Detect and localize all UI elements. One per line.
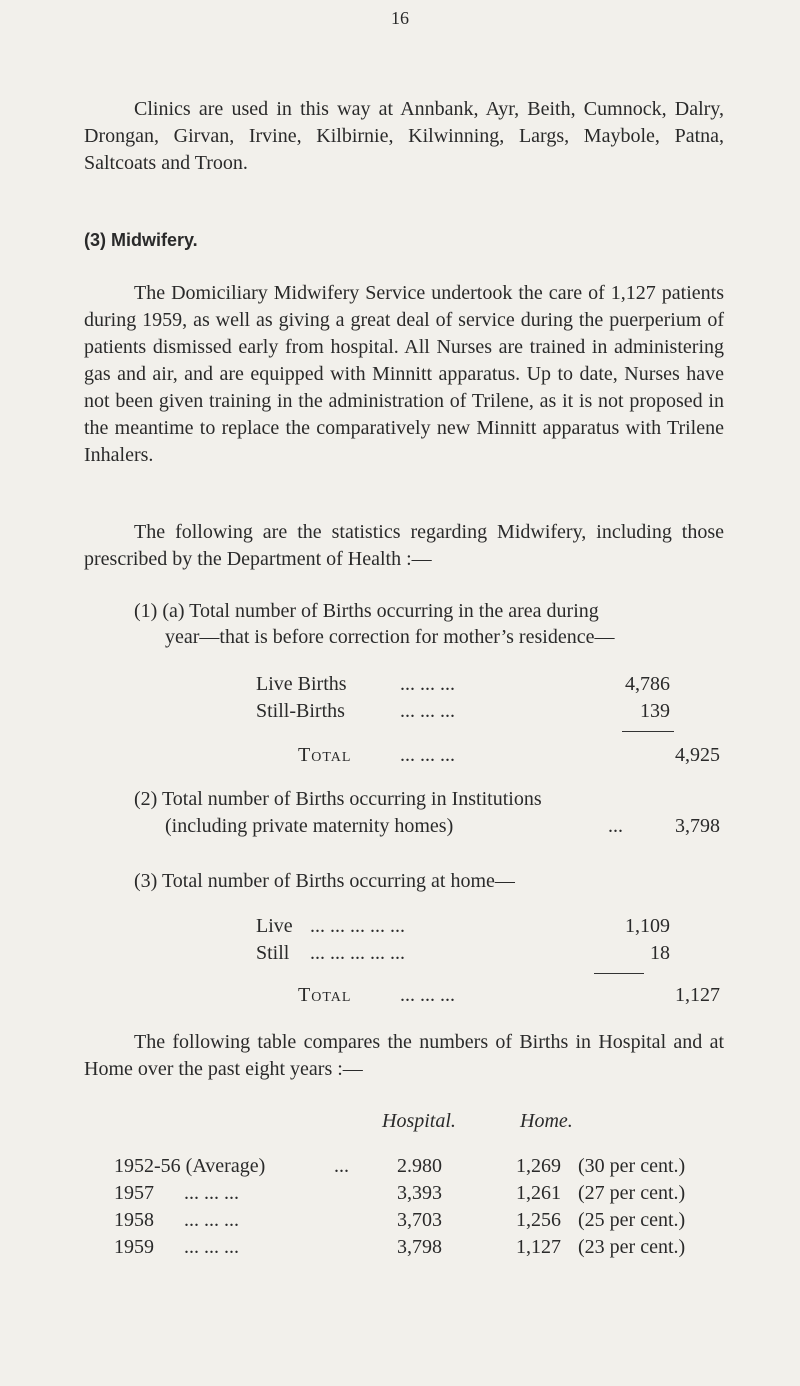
item1-sum-rule — [622, 731, 674, 732]
row-dots: ... ... ... — [184, 1236, 239, 1258]
row-year: 1957 — [114, 1182, 154, 1204]
row-home: 1,261 — [516, 1182, 561, 1204]
table-header-home: Home. — [520, 1110, 573, 1132]
item1-total-label: Total — [298, 744, 352, 766]
item1-total-dots: ... ... ... — [400, 744, 455, 766]
row-percent: (27 per cent.) — [578, 1182, 686, 1204]
midwifery-paragraph: The Domiciliary Midwifery Service undertook the care of 1,127 patients during 1959, as well as giving a great deal of service during the puerperium of patients dismissed early from hospital. All Nurses are trained in administering gas and air, and are equipped with Minnitt apparatus. Up to date, Nurses have not been given training in the administration of Trilene, as it is not proposed in the meantime to replace the comparatively new Minnitt apparatus with Trilene Inhalers. — [84, 282, 724, 466]
row-home: 1,127 — [516, 1236, 561, 1258]
row-home: 1,256 — [516, 1209, 561, 1231]
row-hospital: 3,703 — [397, 1209, 442, 1231]
statistics-intro: The following are the statistics regarding Midwifery, including those prescribed by the Department of Health :— — [84, 521, 724, 570]
row-year: 1958 — [114, 1209, 154, 1231]
item3-still-dots: ... ... ... ... ... — [310, 942, 405, 964]
item1-text-line2: year—that is before correction for mother’s residence— — [165, 626, 615, 648]
item1-live-value: 4,786 — [625, 673, 670, 695]
row-home: 1,269 — [516, 1155, 561, 1177]
comparison-paragraph: The following table compares the numbers of Births in Hospital and at Home over the past eight years :— — [84, 1031, 724, 1080]
item3-still-value: 18 — [650, 942, 670, 964]
item3-total-label: Total — [298, 984, 352, 1006]
row-dots: ... — [334, 1155, 349, 1177]
page-number: 16 — [391, 8, 409, 28]
row-hospital: 3,393 — [397, 1182, 442, 1204]
item1-still-value: 139 — [640, 700, 670, 722]
item2-value: 3,798 — [675, 815, 720, 837]
item3-sum-rule — [594, 973, 644, 974]
item1-text-line1: (1) (a) Total number of Births occurring in the area during — [134, 600, 599, 622]
row-year: 1952-56 (Average) — [114, 1155, 266, 1177]
row-dots: ... ... ... — [184, 1209, 239, 1231]
item3-text-line1: (3) Total number of Births occurring at home— — [134, 870, 515, 892]
row-percent: (23 per cent.) — [578, 1236, 686, 1258]
item3-live-dots: ... ... ... ... ... — [310, 915, 405, 937]
section-heading: (3) Midwifery. — [84, 230, 198, 250]
item1-live-label: Live Births — [256, 673, 347, 695]
item2-text-line1: (2) Total number of Births occurring in Institutions — [134, 788, 542, 810]
table-header-hospital: Hospital. — [382, 1110, 456, 1132]
item3-live-value: 1,109 — [625, 915, 670, 937]
item2-text-line2: (including private maternity homes) — [165, 815, 454, 837]
item1-still-label: Still-Births — [256, 700, 345, 722]
item3-still-label: Still — [256, 942, 290, 964]
item3-live-label: Live — [256, 915, 293, 937]
item1-live-dots: ... ... ... — [400, 673, 455, 695]
item1-total-value: 4,925 — [675, 744, 720, 766]
item3-total-value: 1,127 — [675, 984, 720, 1006]
item2-dots: ... — [608, 815, 623, 837]
item3-total-dots: ... ... ... — [400, 984, 455, 1006]
clinics-paragraph: Clinics are used in this way at Annbank, Ayr, Beith, Cumnock, Dalry, Drongan, Girvan, Irvine, Kilbirnie, Kilwinning, Largs, Maybole, Patna, Saltcoats and Troon. — [84, 98, 724, 174]
row-hospital: 3,798 — [397, 1236, 442, 1258]
item1-still-dots: ... ... ... — [400, 700, 455, 722]
row-hospital: 2.980 — [397, 1155, 442, 1177]
row-percent: (25 per cent.) — [578, 1209, 686, 1231]
row-dots: ... ... ... — [184, 1182, 239, 1204]
row-percent: (30 per cent.) — [578, 1155, 686, 1177]
row-year: 1959 — [114, 1236, 154, 1258]
